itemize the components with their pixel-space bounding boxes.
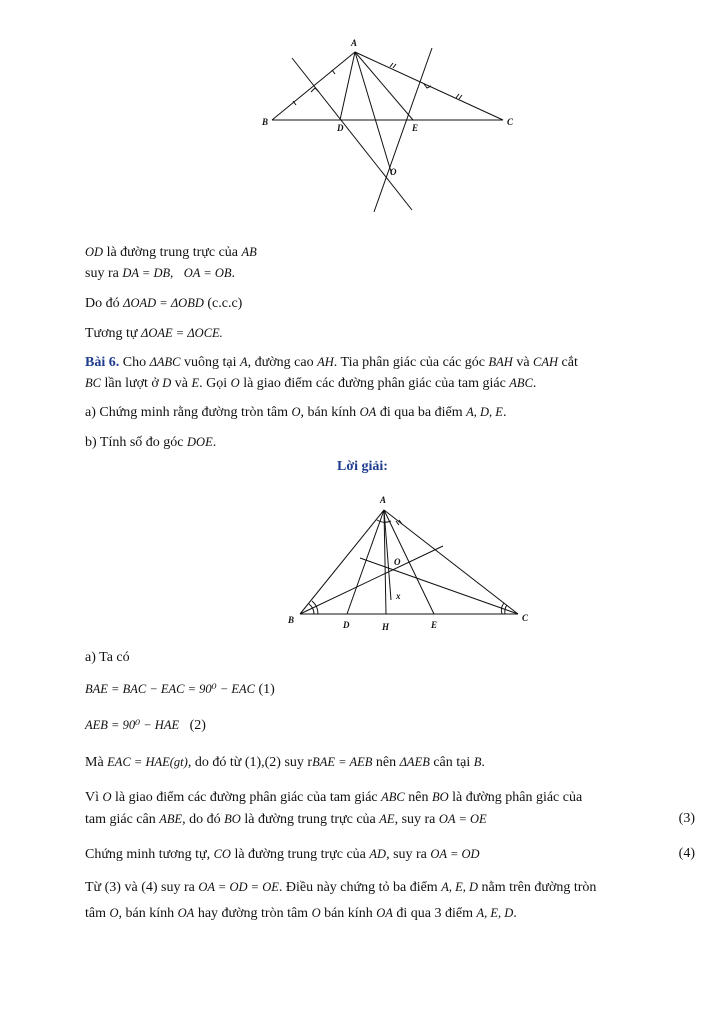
bisector-oe [374,48,432,212]
label-a: A [351,38,358,48]
label-d: D [337,123,344,133]
label-x: x [396,591,401,601]
tick-ac-1 [390,63,393,67]
problem-6-line-1: Bài 6. Cho ΔABC vuông tại A, đường cao AH. Tia phân giác của các góc BAH và CAH cắt [85,355,578,370]
bisector-ad [347,510,384,614]
bisector-co [360,558,518,614]
segment-ac [384,510,518,614]
solution-line-5: Chứng minh tương tự, CO là đường trung trực của AD, suy ra OA = OD (4) [85,846,695,862]
right-angle-mark-2 [424,84,431,88]
figure-2-diagram [0,490,725,635]
solution-line-1: a) Ta có [85,650,130,665]
label-h: H [382,622,390,632]
equation-1: BAE = BAC − EAC = 90⁰ − EAC (1) [85,682,275,697]
tick-ac-2 [393,64,396,68]
solution-line-6: Từ (3) và (4) suy ra OA = OD = OE. Điều này chứng tỏ ba điểm A, E, D nằm trên đường tròn [85,880,597,895]
line-4: Tương tự ΔOAE = ΔOCE. [85,326,223,341]
label-a: A [380,495,387,505]
solution-line-7: tâm O, bán kính OA hay đường tròn tâm O bán kính OA đi qua 3 điểm A, E, D. [85,906,517,921]
tick-ac-4 [459,95,462,99]
segment-ae [355,52,413,120]
label-o: O [390,167,397,177]
problem-6-line-2: BC lần lượt ở D và E. Gọi O là giao điểm các đường phân giác của tam giác ABC. [85,376,537,391]
segment-ac [355,52,503,120]
question-a: a) Chứng minh rằng đường tròn tâm O, bán kính OA đi qua ba điểm A, D, E. [85,405,507,420]
solution-line-4: tam giác cân ABE, do đó BO là đường trung trực của AE, suy ra OA = OE (3) [85,811,695,827]
question-b: b) Tính số đo góc DOE. [85,435,217,450]
bisector-od [292,58,412,210]
line-ao [355,52,392,175]
line-3: Do đó ΔOAD = ΔOBD (c.c.c) [85,296,243,311]
label-b: B [262,117,269,127]
line-2: suy ra DA = DB, OA = OB. [85,266,236,281]
line-1: OD là đường trung trực của AB [85,245,257,260]
label-o: O [394,557,401,567]
label-c: C [507,117,514,127]
solution-line-2: Mà EAC = HAE(gt), do đó từ (1),(2) suy rBAE = AEB nên ΔAEB cân tại B. [85,755,485,770]
solution-heading: Lời giải: [337,459,388,474]
tick-ac-3 [456,94,459,98]
figure-1-diagram [0,30,725,215]
label-c: C [522,613,529,623]
solution-line-3: Vì O là giao điểm các đường phân giác của tam giác ABC nên BO là đường phân giác của [85,790,583,805]
tick-ab-2 [332,70,335,74]
label-e: E [431,620,438,630]
equation-2: AEB = 90⁰ − HAE (2) [85,718,206,733]
label-b: B [288,615,295,625]
label-e: E [412,123,419,133]
label-d: D [343,620,350,630]
